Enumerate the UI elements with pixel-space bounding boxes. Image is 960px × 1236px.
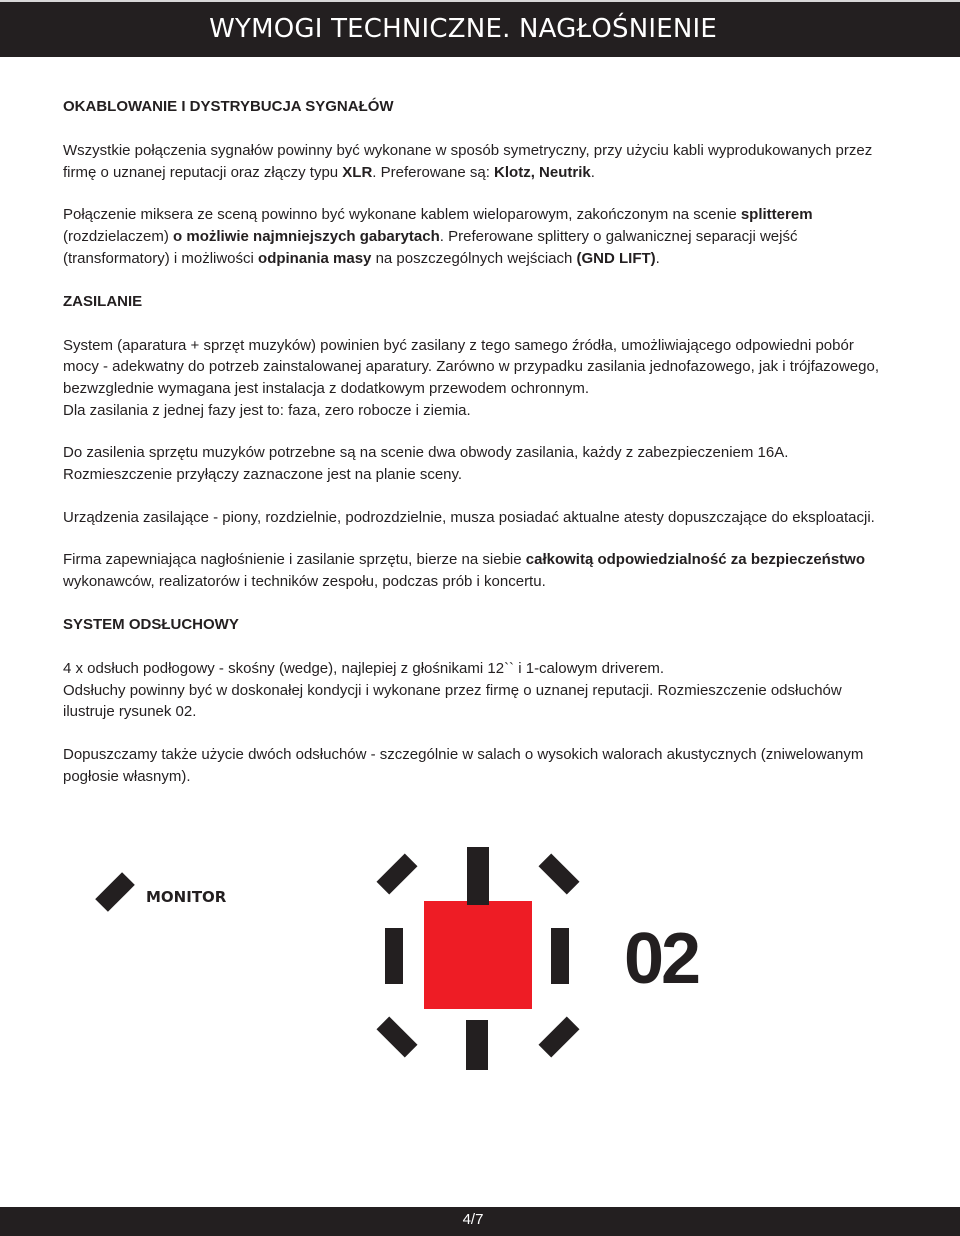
paragraph-power-2: Do zasilenia sprzętu muzyków potrzebne są na scenie dwa obwody zasilania, każdy z zabezpieczeniem 16A. Rozmieszczenie przyłączy zaznaczone jest na planie sceny. [63, 444, 789, 484]
paragraph-cabling-2: Połączenie miksera ze sceną powinno być wykonane kablem wieloparowym, zakończonym na scenie splitterem (rozdzielaczem) o możliwie najmniejszych gabarytach. Preferowane splittery o galwanicznej separacji wejść (transformatory) i możliwości odpinania masy na poszczególnych wejściach (GND LIFT). [63, 206, 813, 267]
paragraph-power-3: Urządzenia zasilające - piony, rozdzielnie, podrozdzielnie, musza posiadać aktualne atesty dopuszczające do eksploatacji. [63, 508, 875, 526]
legend-monitor-icon [95, 872, 135, 912]
monitor-bottom-left [376, 1016, 417, 1057]
paragraph-cabling-1: Wszystkie połączenia sygnałów powinny być wykonane w sposób symetryczny, przy użyciu kabli wyprodukowanych przez firmę o uznanej reputacji oraz złączy typu XLR. Preferowane są: Klotz, Neutrik. [63, 142, 873, 181]
paragraph-power-1: System (aparatura + sprzęt muzyków) powinien być zasilany z tego samego źródła, umożliwiającego odpowiedni pobór mocy - adekwatny do potrzeb zainstalowanej aparatury. Zarówno w przypadku zasilania jednofazowego, jak i trójfazowego, bezwzglednie wymagana jest instalacja z dodatkowym przewodem ochronnym. Dla zasilania z jednej fazy jest to: faza, zero robocze i ziemia. [63, 336, 879, 419]
paragraph-monitors-1: 4 x odsłuch podłogowy - skośny (wedge), najlepiej z głośnikami 12`` i 1-calowym driverem. Odsłuchy powinny być w doskonałej kondycji i wykonane przez firmę o uznanej reputacji. Rozmieszczenie odsłuchów ilustruje rysunek 02. [63, 659, 842, 721]
paragraph-power-4: Firma zapewniająca nagłośnienie i zasilanie sprzętu, bierze na siebie całkowitą odpowiedzialność za bezpieczeństwo wykonawców, realizatorów i techników zespołu, podczas prób i koncertu. [63, 551, 866, 591]
stage-monitor-diagram [0, 840, 960, 1090]
monitor-right [551, 928, 569, 984]
monitor-bottom-right [538, 1016, 579, 1057]
section-heading-cabling: OKABLOWANIE I DYSTRYBUCJA SYGNAŁÓW [63, 98, 394, 115]
monitor-top-left [376, 853, 417, 894]
page-header [0, 0, 960, 57]
monitor-left [385, 928, 403, 984]
section-heading-power: ZASILANIE [63, 292, 143, 310]
paragraph-monitors-2: Dopuszczamy także użycie dwóch odsłuchów - szczególnie w salach o wysokich walorach akustycznych (zniwelowanym pogłosie własnym). [63, 745, 864, 785]
stage-block [424, 901, 532, 1009]
monitor-top-center [467, 847, 489, 905]
monitor-top-right [538, 853, 579, 894]
page-footer [0, 1207, 960, 1236]
figure-number: 02 [624, 919, 699, 999]
legend-monitor-label: MONITOR [146, 888, 227, 906]
document-body [63, 96, 883, 787]
section-heading-monitors: SYSTEM ODSŁUCHOWY [63, 615, 239, 633]
page-number: 4/7 [462, 1211, 484, 1228]
monitor-bottom-center [466, 1020, 488, 1070]
page-title: WYMOGI TECHNICZNE. NAGŁOŚNIENIE [209, 14, 717, 44]
